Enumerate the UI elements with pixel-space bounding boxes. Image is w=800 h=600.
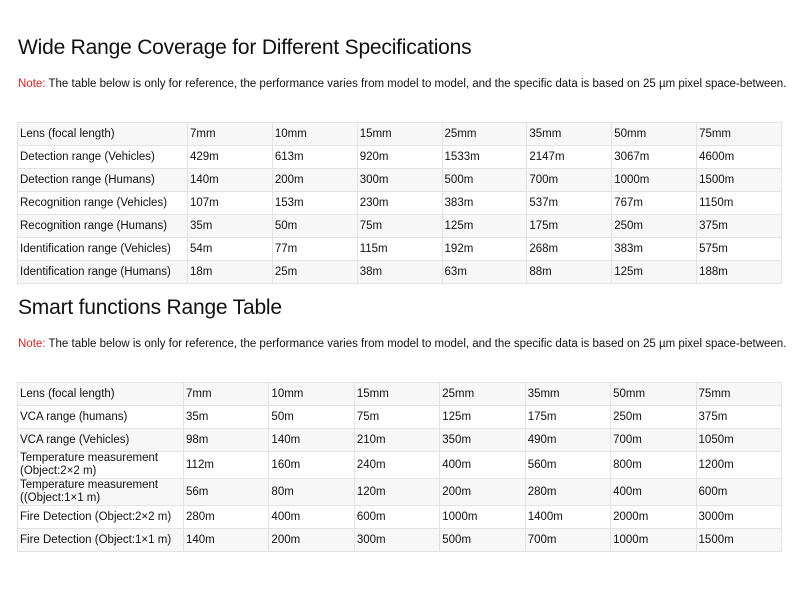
table-cell: 300m [357,169,442,192]
table-cell: 230m [357,192,442,215]
table-cell: 54m [188,238,273,261]
table-cell: 3067m [612,146,697,169]
table-row [18,479,782,506]
table-cell: 537m [527,192,612,215]
row-label: VCA range (Vehicles) [18,429,184,452]
table-cell: 250m [611,406,696,429]
table-cell: 140m [269,429,354,452]
note-text: The table below is only for reference, the performance varies from model to model, and the specific data is based on 25 µm pixel space-between. [45,78,787,90]
note-text: The table below is only for reference, the performance varies from model to model, and the specific data is based on 25 µm pixel space-between. [45,338,787,350]
table-cell: 700m [525,529,610,552]
table-cell: 175m [525,406,610,429]
table-cell: 700m [527,169,612,192]
table-cell: 192m [442,238,527,261]
table-cell: 120m [354,479,439,506]
table-cell: 3000m [696,506,781,529]
row-label: Fire Detection (Object:1×1 m) [18,529,184,552]
table-cell: 600m [696,479,781,506]
row-label: VCA range (humans) [18,406,184,429]
table-cell: 210m [354,429,439,452]
range-coverage-table [17,122,782,284]
table-cell: 1000m [611,529,696,552]
table-cell: 300m [354,529,439,552]
table-cell: 25mm [440,383,525,406]
table-cell: 375m [696,406,781,429]
table-cell: 1400m [525,506,610,529]
table-cell: 500m [442,169,527,192]
row-label: Fire Detection (Object:2×2 m) [18,506,184,529]
table-cell: 429m [188,146,273,169]
table-cell: 240m [354,452,439,479]
table-row [18,192,782,215]
table-cell: 560m [525,452,610,479]
row-label: Detection range (Humans) [18,169,188,192]
table-cell: 50m [269,406,354,429]
table-cell: 35mm [525,383,610,406]
table-cell: 75m [354,406,439,429]
table-cell: 98m [184,429,269,452]
table-cell: 75mm [696,383,781,406]
row-label: Temperature measurement (Object:2×2 m) [18,452,184,479]
table-cell: 575m [697,238,782,261]
table-cell: 490m [525,429,610,452]
table-row [18,406,782,429]
table-cell: 125m [612,261,697,284]
table-cell: 63m [442,261,527,284]
table-cell: 175m [527,215,612,238]
table-cell: 115m [357,238,442,261]
table-cell: 38m [357,261,442,284]
table-cell: 280m [184,506,269,529]
table-cell: 107m [188,192,273,215]
table-cell: 1000m [612,169,697,192]
table-cell: 35mm [527,123,612,146]
table-cell: 280m [525,479,610,506]
row-label: Identification range (Vehicles) [18,238,188,261]
table-cell: 7mm [188,123,273,146]
table-row [18,506,782,529]
table-cell: 1000m [440,506,525,529]
note-label: Note: [18,78,46,90]
table-cell: 500m [440,529,525,552]
table-cell: 400m [440,452,525,479]
table-cell: 613m [272,146,357,169]
table-row [18,261,782,284]
table-row [18,169,782,192]
table-cell: 10mm [269,383,354,406]
table-cell: 920m [357,146,442,169]
table-cell: 375m [697,215,782,238]
smart-functions-range-table [17,382,782,552]
table-cell: 250m [612,215,697,238]
table-row [18,238,782,261]
table-cell: 2000m [611,506,696,529]
table-cell: 700m [611,429,696,452]
table-cell: 125m [440,406,525,429]
table-cell: 1050m [696,429,781,452]
row-label: Recognition range (Humans) [18,215,188,238]
table-row [18,529,782,552]
table-cell: 1500m [697,169,782,192]
table-cell: 15mm [354,383,439,406]
table-cell: 15mm [357,123,442,146]
table-cell: 56m [184,479,269,506]
table-cell: 25mm [442,123,527,146]
table-cell: 140m [184,529,269,552]
table-cell: 767m [612,192,697,215]
table-cell: 153m [272,192,357,215]
table-cell: 18m [188,261,273,284]
table-row [18,383,782,406]
table-cell: 400m [611,479,696,506]
row-label: Lens (focal length) [18,383,184,406]
table-cell: 35m [184,406,269,429]
row-label: Identification range (Humans) [18,261,188,284]
table-cell: 75m [357,215,442,238]
table-cell: 200m [269,529,354,552]
table-cell: 383m [612,238,697,261]
table-cell: 125m [442,215,527,238]
section-title-range-coverage: Wide Range Coverage for Different Specifications [18,36,472,59]
table-cell: 88m [527,261,612,284]
table-cell: 800m [611,452,696,479]
table-cell: 50mm [612,123,697,146]
section-title-smart-functions: Smart functions Range Table [18,296,282,319]
table-cell: 35m [188,215,273,238]
row-label: Recognition range (Vehicles) [18,192,188,215]
table-cell: 50mm [611,383,696,406]
table-cell: 1200m [696,452,781,479]
table-cell: 200m [440,479,525,506]
table-cell: 77m [272,238,357,261]
table-cell: 25m [272,261,357,284]
table-cell: 383m [442,192,527,215]
table-cell: 50m [272,215,357,238]
reference-note-range-coverage [18,72,788,97]
row-label: Detection range (Vehicles) [18,146,188,169]
table-cell: 2147m [527,146,612,169]
table-row [18,215,782,238]
table-cell: 10mm [272,123,357,146]
table-cell: 400m [269,506,354,529]
reference-note-smart-functions [18,332,788,357]
table-row [18,452,782,479]
table-row [18,429,782,452]
table-cell: 1533m [442,146,527,169]
row-label: Temperature measurement ((Object:1×1 m) [18,479,184,506]
table-cell: 4600m [697,146,782,169]
table-cell: 200m [272,169,357,192]
row-label: Lens (focal length) [18,123,188,146]
table-cell: 188m [697,261,782,284]
table-cell: 268m [527,238,612,261]
table-cell: 1150m [697,192,782,215]
table-cell: 112m [184,452,269,479]
table-cell: 80m [269,479,354,506]
table-row [18,123,782,146]
note-label: Note: [18,338,46,350]
table-cell: 160m [269,452,354,479]
table-cell: 350m [440,429,525,452]
table-cell: 7mm [184,383,269,406]
table-cell: 1500m [696,529,781,552]
table-cell: 600m [354,506,439,529]
table-cell: 75mm [697,123,782,146]
table-cell: 140m [188,169,273,192]
table-row [18,146,782,169]
